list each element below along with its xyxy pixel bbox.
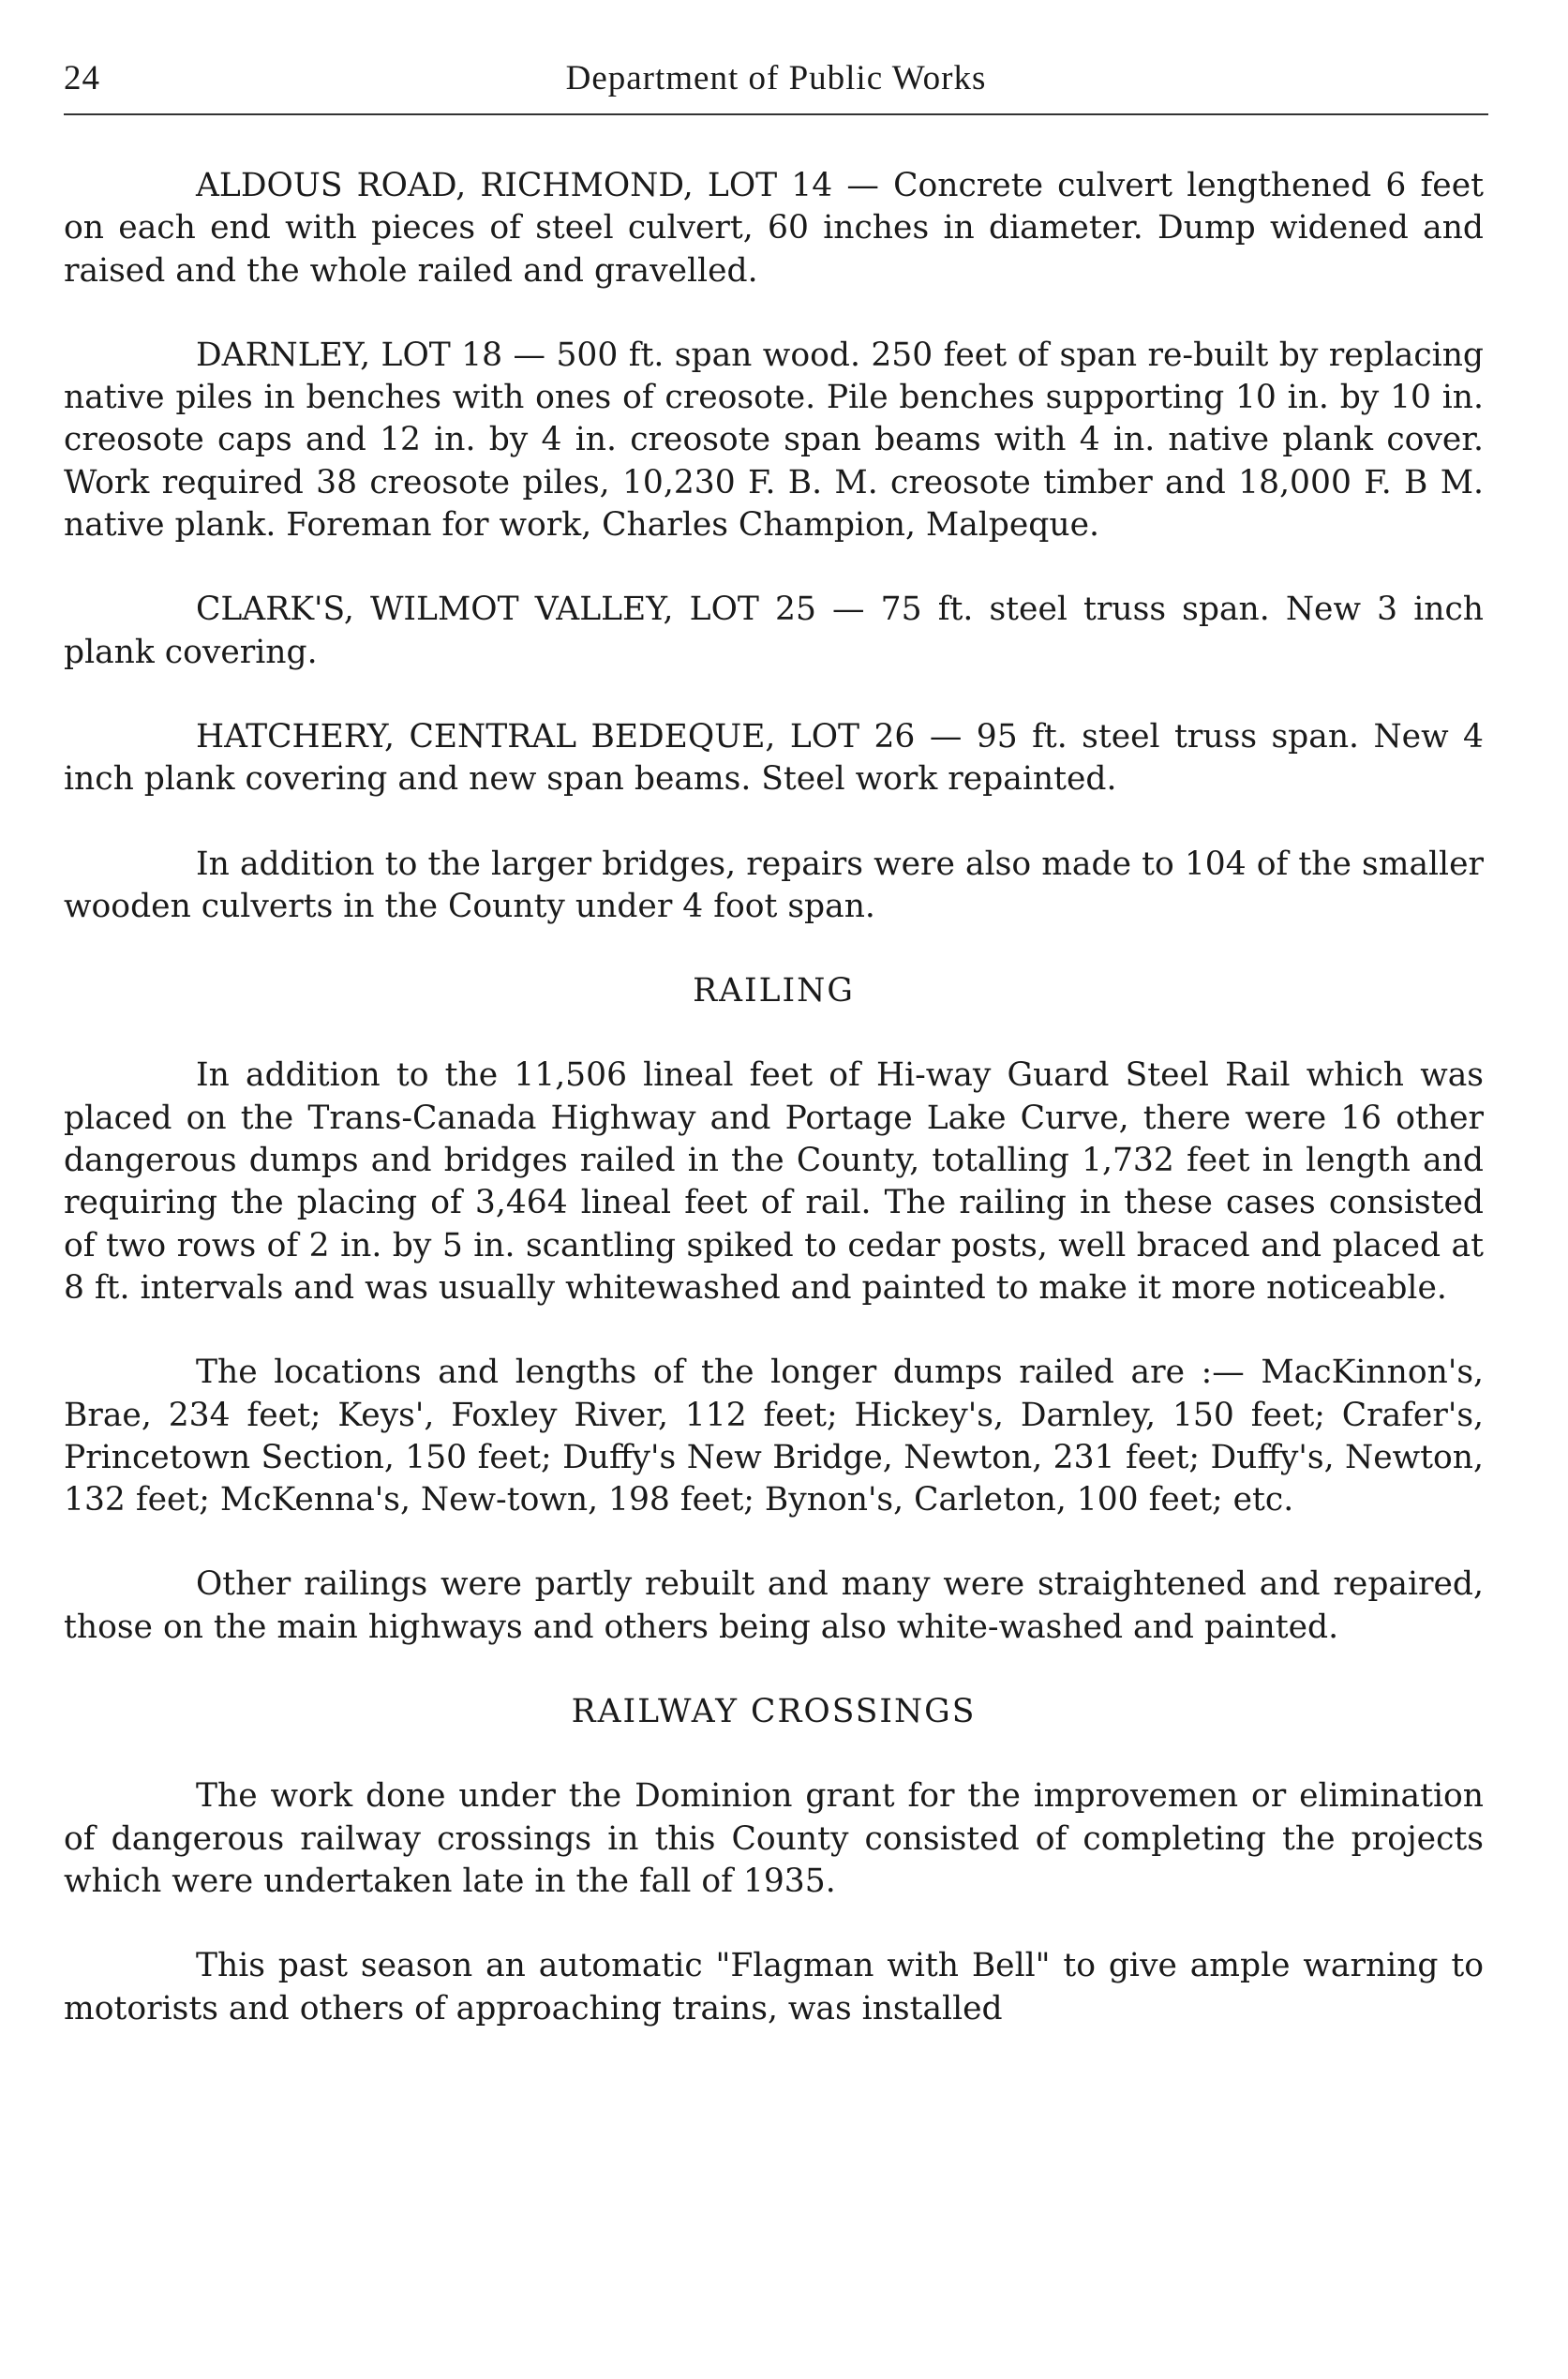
section-heading-railing: RAILING <box>693 972 855 1010</box>
page-number: 24 <box>64 59 100 97</box>
paragraph-flagman: This past season an automatic "Flagman with Bell" to give ample warning to motorists and others of approaching trains, was installed <box>64 1947 1484 2027</box>
page-body <box>64 165 1484 2030</box>
paragraph-darnley: DARNLEY, LOT 18 — 500 ft. span wood. 250 feet of span re-built by replacing native piles in benches with ones of creosote. Pile benches supporting 10 in. by 10 in. creosote caps and 12 in. by 4 in. creosote span beams with 4 in. native plank cover. Work required 38 creosote piles, 10,230 F. B. M. creosote timber and 18,000 F. B M. native plank. Foreman for work, Charles Champion, Malpeque. <box>64 336 1484 545</box>
paragraph-other-railings: Other railings were partly rebuilt and many were straightened and repaired, those on the main highways and others being also white-washed and painted. <box>64 1565 1484 1646</box>
running-title: Department of Public Works <box>565 59 987 97</box>
paragraph-locations: The locations and lengths of the longer dumps railed are :— MacKinnon's, Brae, 234 feet; Keys', Foxley River, 112 feet; Hickey's, Darnley, 150 feet; Crafer's, Princetown Section, 150 feet; Duffy's New Bridge, Newton, 231 feet; Duffy's, Newton, 132 feet; McKenna's, New-town, 198 feet; Bynon's, Carleton, 100 feet; etc. <box>64 1354 1484 1519</box>
paragraph-clarks: CLARK'S, WILMOT VALLEY, LOT 25 — 75 ft. steel truss span. New 3 inch plank covering. <box>64 591 1484 671</box>
header-rule <box>64 113 1488 115</box>
paragraph-aldous-road: ALDOUS ROAD, RICHMOND, LOT 14 — Concrete culvert lengthened 6 feet on each end with pieces of steel culvert, 60 inches in diameter. Dump widened and raised and the whole railed and gravelled. <box>64 167 1484 290</box>
section-heading-railway-crossings: RAILWAY CROSSINGS <box>571 1693 977 1731</box>
paragraph-dominion-grant: The work done under the Dominion grant for the improvemen or elimination of dangerous railway crossings in this County consisted of completing the projects which were undertaken late in the fall of 1935. <box>64 1777 1484 1900</box>
paragraph-culverts: In addition to the larger bridges, repairs were also made to 104 of the smaller wooden culverts in the County under 4 foot span. <box>64 845 1484 925</box>
paragraph-hatchery: HATCHERY, CENTRAL BEDEQUE, LOT 26 — 95 ft. steel truss span. New 4 inch plank covering and new span beams. Steel work repainted. <box>64 717 1484 799</box>
paragraph-railing: In addition to the 11,506 lineal feet of Hi-way Guard Steel Rail which was placed on the Trans-Canada Highway and Portage Lake Curve, there were 16 other dangerous dumps and bridges railed in the County, totalling 1,732 feet in length and requiring the placing of 3,464 lineal feet of rail. The railing in these cases consisted of two rows of 2 in. by 5 in. scantling spiked to cedar posts, well braced and placed at 8 ft. intervals and was usually whitewashed and painted to make it more noticeable. <box>64 1056 1484 1307</box>
page-header <box>64 58 1488 114</box>
